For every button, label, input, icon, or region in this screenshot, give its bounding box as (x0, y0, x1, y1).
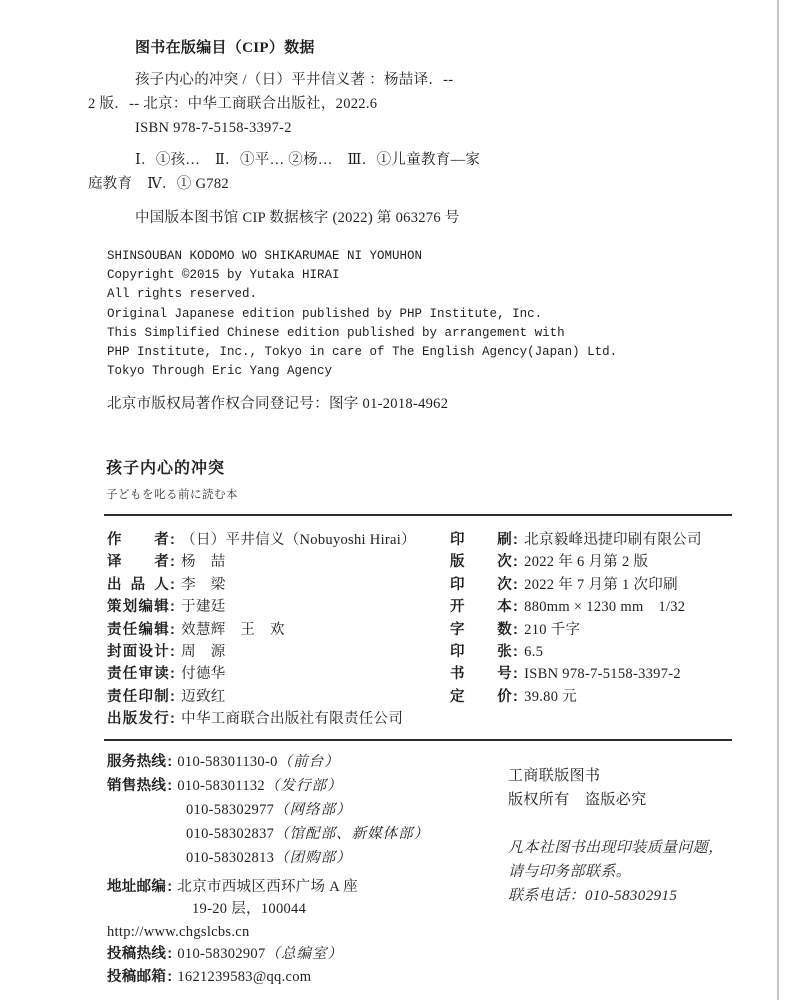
colon: : (170, 711, 176, 728)
info-label: 印张 (450, 644, 512, 661)
copyright-line: Copyright ©2015 by Yutaka HIRAI (107, 268, 340, 283)
colon: : (513, 621, 519, 638)
info-value: 效慧辉 王 欢 (181, 621, 285, 638)
imprint-label: 工商联版图书 (508, 768, 601, 784)
cip-isbn-line: ISBN 978-7-5158-3397-2 (135, 120, 292, 136)
info-label: 作者 (107, 532, 169, 548)
sales-hotline-entry (186, 846, 429, 870)
info-label: 印刷 (450, 532, 512, 548)
info-row (107, 574, 447, 596)
cip-heading: 图书在版编目（CIP）数据 (135, 40, 315, 56)
colon: : (170, 532, 176, 548)
phone-number: 010-58302907 (177, 946, 266, 963)
publication-info-right (450, 529, 740, 708)
info-row (450, 596, 740, 618)
info-value: 2022 年 6 月第 2 版 (524, 554, 649, 571)
info-value: ISBN 978-7-5158-3397-2 (524, 666, 681, 683)
contact-label: 销售热线 (107, 778, 167, 794)
contact-block (107, 750, 429, 988)
info-row (107, 686, 447, 708)
colon: : (170, 554, 176, 571)
colon: : (513, 666, 519, 683)
colon: : (167, 946, 173, 963)
phone-number: 010-58302813 (186, 850, 275, 866)
submission-email-row (107, 966, 429, 988)
quality-line: 凡本社图书出现印装质量问题， (508, 840, 724, 856)
info-label: 封面设计 (107, 644, 169, 661)
copyright-registration-line: 北京市版权局著作权合同登记号：图字 01-2018-4962 (107, 396, 449, 412)
phone-number: 010-58302977 (186, 802, 275, 818)
info-value: 北京毅峰迅捷印刷有限公司 (524, 532, 702, 548)
quality-line: 联系电话：010-58302915 (508, 888, 678, 904)
info-value: 迈致红 (181, 688, 226, 705)
info-label: 出品人 (107, 576, 169, 593)
contact-label: 服务热线 (107, 754, 167, 770)
cip-record-line: 中国版本图书馆 CIP 数据核字 (2022) 第 063276 号 (135, 210, 460, 226)
info-label: 字数 (450, 621, 512, 638)
copyright-warning: 版权所有 盗版必究 (508, 792, 647, 808)
info-row (107, 641, 447, 663)
phone-note: （总编室） (265, 946, 344, 963)
colon: : (170, 621, 176, 638)
info-row (450, 663, 740, 685)
copyright-line: This Simplified Chinese edition published by arrangement with (107, 325, 565, 340)
publication-info-left (107, 529, 447, 731)
colon: : (513, 644, 519, 661)
info-label: 版次 (450, 554, 512, 571)
info-row (450, 574, 740, 596)
info-row (450, 529, 740, 551)
info-label: 出版发行 (107, 711, 169, 728)
cip-class-line-2: 庭教育 Ⅳ．① G782 (88, 176, 229, 192)
quality-line: 请与印务部联系。 (508, 864, 632, 880)
info-row (450, 551, 740, 573)
phone-number: 010-58301130-0 (177, 754, 278, 770)
info-row (450, 686, 740, 708)
colon: : (170, 599, 176, 616)
info-row (107, 708, 447, 730)
colon: : (170, 688, 176, 705)
page-edge-line (777, 0, 779, 1000)
info-value: 880mm × 1230 mm 1/32 (524, 599, 686, 616)
info-row (107, 551, 447, 573)
book-subtitle: 子どもを叱る前に読む本 (106, 489, 238, 501)
address-row (107, 876, 429, 898)
info-label: 策划编辑 (107, 599, 169, 616)
email-address: 1621239583@qq.com (177, 968, 312, 985)
colon: : (167, 968, 173, 985)
info-value: 于建廷 (181, 599, 226, 616)
quality-notice (508, 836, 724, 908)
info-value: 付德华 (181, 666, 226, 683)
phone-note: （发行部） (264, 778, 343, 794)
copyright-line: SHINSOUBAN KODOMO WO SHIKARUMAE NI YOMUHON (107, 249, 423, 263)
copyright-english-block (107, 247, 707, 381)
phone-note: （馆配部、新媒体部） (274, 826, 430, 842)
info-row (450, 641, 740, 663)
info-value: 2022 年 7 月第 1 次印刷 (524, 576, 678, 593)
info-label: 责任审读 (107, 666, 169, 683)
info-row (450, 619, 740, 641)
service-hotline-row (107, 750, 429, 774)
cip-title-line-1: 孩子内心的冲突 /（日）平井信义著 ：杨喆译．-- (135, 72, 454, 88)
info-label: 译者 (107, 554, 169, 571)
colon: : (167, 778, 173, 794)
info-row (107, 663, 447, 685)
cip-block (88, 36, 688, 230)
copyright-line: All rights reserved. (107, 287, 258, 302)
info-row (107, 596, 447, 618)
info-label: 责任印制 (107, 688, 169, 705)
info-label: 责任编辑 (107, 621, 169, 638)
info-value: 周 源 (181, 644, 226, 661)
colon: : (513, 688, 519, 705)
divider-rule-top (104, 514, 732, 516)
info-value: （日）平井信义（Nobuyoshi Hirai） (181, 532, 416, 548)
colon: : (167, 754, 173, 770)
sales-hotline-row (107, 774, 429, 798)
cip-class-line-1: Ⅰ．①孩… Ⅱ．①平… ②杨… Ⅲ．①儿童教育—家 (135, 152, 481, 168)
contact-label: 地址邮编 (107, 879, 167, 895)
phone-note: （团购部） (274, 850, 352, 866)
colon: : (170, 576, 176, 593)
sales-hotline-entry (186, 798, 429, 822)
colon: : (513, 599, 519, 616)
rights-notice-block (508, 764, 724, 908)
copyright-line: PHP Institute, Inc., Tokyo in care of The English Agency(Japan) Ltd. (107, 345, 618, 360)
book-title-block (106, 459, 238, 502)
colon: : (513, 554, 519, 571)
divider-rule-bottom (104, 739, 732, 741)
info-value: 李 梁 (181, 576, 226, 593)
info-value: 39.80 元 (524, 688, 577, 705)
info-value: 6.5 (524, 644, 544, 661)
address-line-2: 19-20 层，100044 (192, 901, 307, 918)
phone-note: （前台） (277, 754, 340, 770)
colon: : (167, 879, 173, 895)
info-value: 210 千字 (524, 621, 581, 638)
colon: : (513, 532, 519, 548)
colon: : (170, 666, 176, 683)
colon: : (170, 644, 176, 661)
info-value: 杨 喆 (181, 554, 226, 571)
phone-number: 010-58302837 (186, 826, 275, 842)
phone-note: （网络部） (274, 802, 352, 818)
info-label: 定价 (450, 688, 512, 705)
sales-hotline-entry (186, 822, 429, 846)
copyright-line: Tokyo Through Eric Yang Agency (107, 364, 333, 379)
submission-hotline-row (107, 943, 429, 965)
contact-label: 投稿邮箱 (107, 968, 167, 985)
contact-label: 投稿热线 (107, 946, 167, 963)
cip-title-line-2: 2 版．-- 北京：中华工商联合出版社，2022.6 (88, 96, 378, 112)
phone-number: 010-58301132 (177, 778, 265, 794)
publisher-website-url: http://www.chgslcbs.cn (107, 923, 250, 940)
info-label: 开本 (450, 599, 512, 616)
info-value: 中华工商联合出版社有限责任公司 (181, 711, 404, 728)
book-title: 孩子内心的冲突 (106, 460, 226, 477)
info-row (107, 529, 447, 551)
info-row (107, 619, 447, 641)
info-label: 书号 (450, 666, 512, 683)
address-line: 北京市西城区西环广场 A 座 (177, 879, 358, 895)
info-label: 印次 (450, 576, 512, 593)
copyright-line: Original Japanese edition published by PHP Institute, Inc. (107, 306, 543, 321)
colon: : (513, 576, 519, 593)
